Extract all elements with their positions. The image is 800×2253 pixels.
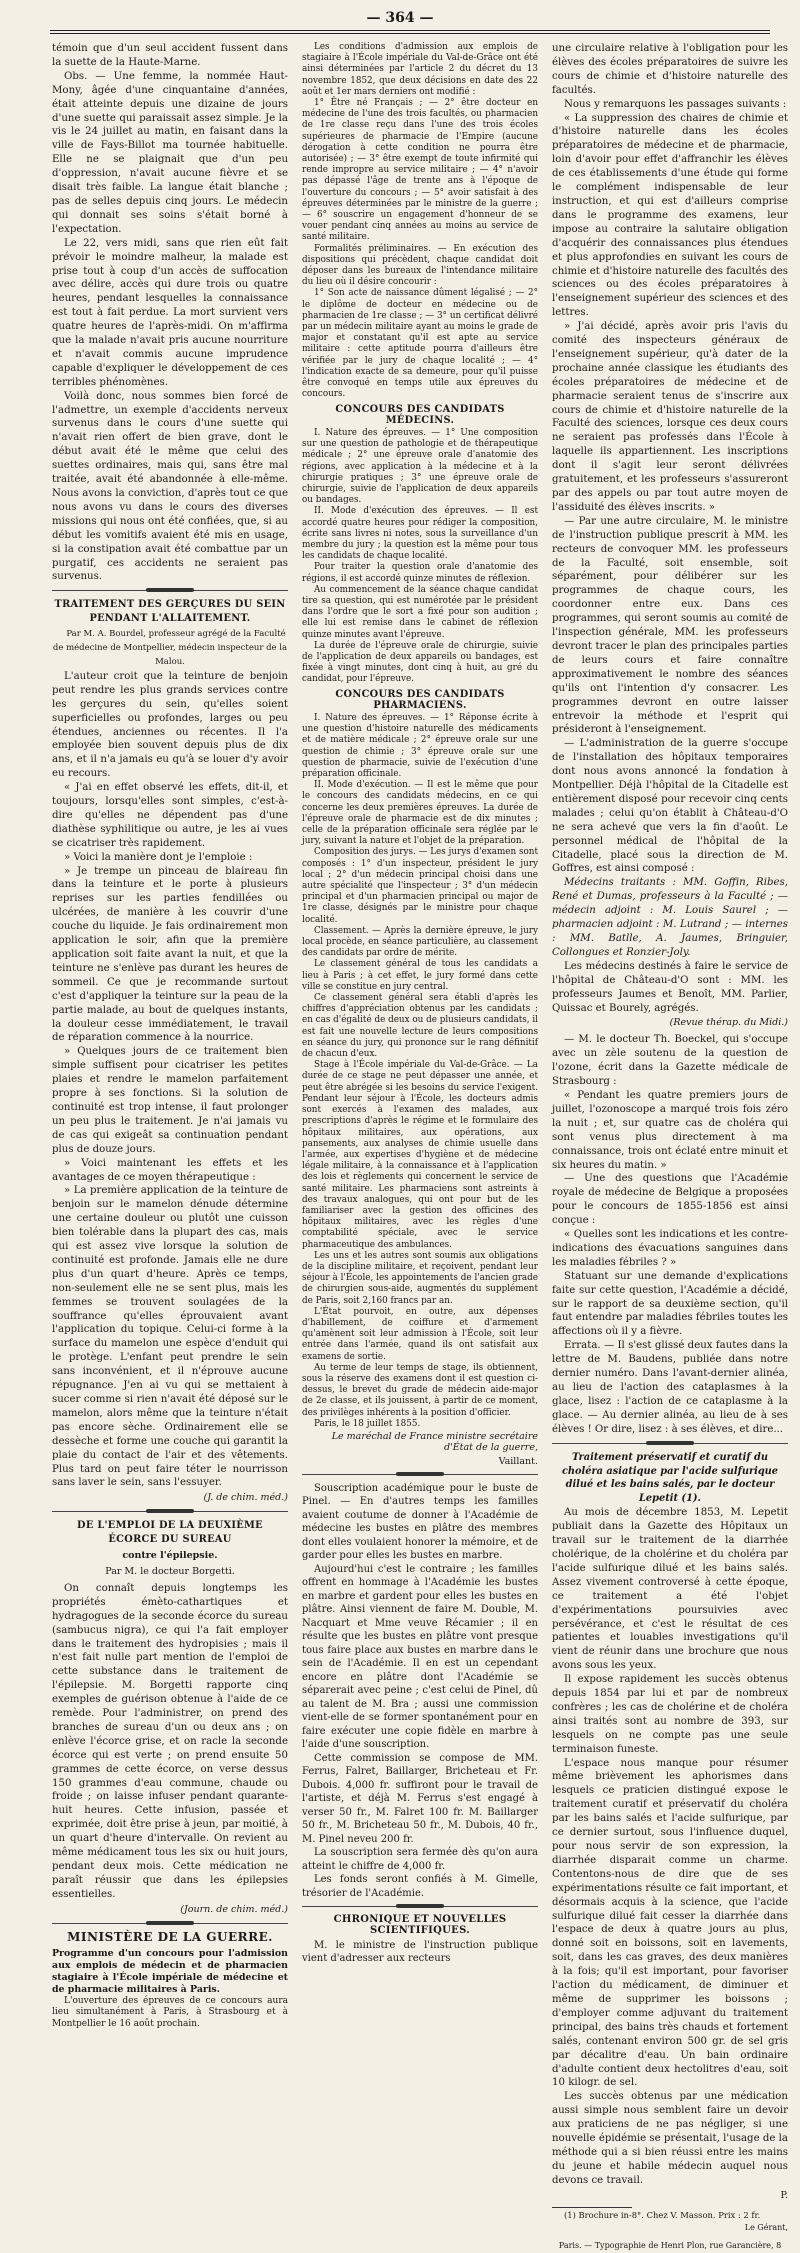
paragraph: « Quelles sont les indications et les contre-indications des évacuations sanguines dans les maladies fébriles ? » — [552, 1229, 788, 1268]
paragraph: 1° Son acte de naissance dûment légalisé ; — 2° le diplôme de docteur en médecine ou de pharmacien de 1re classe ; — 3° un certificat délivré par un médecin militaire ayant au moins le grade de major et constatant qu'il est apte au service militaire : cette aptitude pourra d'ailleurs être vérifiée par le jury de chaque localité ; — 4° l'indication exacte de sa demeure, pour qu'il puisse être convoqué en temps utile aux épreuves du concours. — [302, 288, 538, 400]
signature-initial: P. — [780, 2189, 788, 2201]
paragraph: Pour traiter la question orale d'anatomie des régions, il est accordé quinze minutes de réflexion. — [302, 562, 538, 584]
paragraph: Les uns et les autres sont soumis aux obligations de la discipline militaire, et reçoivent, pendant leur séjour à l'École, les appointements de l'ancien grade de chirurgien sous-aide, augmentés du supplément de Paris, soit 2,160 francs par an. — [302, 1250, 538, 1306]
paragraph: Les conditions d'admission aux emplois de stagiaire à l'École impériale du Val-de-Grâce ont été ainsi déterminées par l'article 2 du décret du 13 novembre 1852, que deux décisions en date des 22 août et 1er mars derniers ont modifié : — [302, 42, 538, 97]
paragraph: La souscription sera fermée dès qu'on aura atteint le chiffre de 4,000 fr. — [302, 1847, 538, 1872]
footnote-rule — [552, 2207, 632, 2208]
paragraph: Il expose rapidement les succès obtenus depuis 1854 par lui et par de nombreux confrères ; les cas de cholérine et de choléra ainsi traités sont au nombre de 393, sur lesquels on ne compte pas une seule terminaison funeste. — [552, 1674, 788, 1755]
section-separator — [302, 1903, 538, 1911]
section-separator — [52, 1508, 288, 1516]
paragraph: L'ouverture des épreuves de ce concours aura lieu simultanément à Paris, à Strasbourg et à Montpellier le 16 août prochain. — [52, 1995, 288, 2029]
paragraph: On connaît depuis longtemps les propriétés émèto-cathartiques et hydragogues de la seconde écorce du sureau (sambucus nigra), ce qui l'a fait employer dans le traitement des hydropisies ; mais il n'est fait nulle part mention de l'emploi de cette substance dans le traitement de l'épilepsie. M. Borgetti rapporte cinq exemples de guérison obtenue à l'aide de ce remède. Pour l'administrer, on prend des branches de sureau d'un ou deux ans ; on enlève l'écorce grise, et on racle la seconde écorce qui est verte ; on prend ensuite 50 grammes de cette écorce, on verse dessus 150 grammes d'eau commune, chaude ou froide ; on laisse infuser pendant quarante-huit heures. Cette infusion, passée et exprimée, doit être prise à jeun, par moitié, à un quart d'heure d'intervalle. On revient au même médicament tous les six ou huit jours, pendant deux mois. Cette médication ne paraît réussir que dans les épilepsies essentielles. — [52, 1582, 288, 1900]
source-citation: (Journ. de chim. méd.) — [180, 1903, 288, 1915]
article-title: DE L'EMPLOI DE LA DEUXIÈME ÉCORCE DU SUREAU — [77, 1520, 263, 1546]
paragraph: « J'ai en effet observé les effets, dit-il, et toujours, lorsqu'elles sont simples, c'est-à-dire qu'elles ne dépendent pas d'une diathèse syphilitique ou autre, je les ai vues se cicatriser très rapidement. — [52, 782, 288, 849]
section-separator — [552, 1440, 788, 1448]
paragraph: » Voici la manière dont je l'emploie : — [64, 851, 253, 863]
paragraph: M. le ministre de l'instruction publique vient d'adresser aux recteurs — [302, 1939, 538, 1964]
page-number: — 364 — — [366, 10, 434, 26]
article-author: Par M. le docteur Borgetti. — [105, 1565, 235, 1577]
signature-title: Le maréchal de France ministre secrétaire d'État de la guerre, — [331, 1430, 538, 1454]
paragraph: I. Nature des épreuves. — 1° Réponse écrite à une question d'histoire naturelle des médicaments et de matière médicale ; 2° épreuve orale sur une question de chimie ; 3° épreuve orale sur une question de pharmacie, suivie de l'exécution d'une préparation officinale. — [302, 712, 538, 779]
paragraph: Ce classement général sera établi d'après les chiffres d'appréciation obtenus par les candidats ; en cas d'égalité de deux ou de plusieurs candidats, il est fait une nouvelle lecture de leurs compositions en séance du jury, qui prononce sur le rang définitif de chacun d'eux. — [302, 993, 538, 1060]
paragraph: » J'ai décidé, après avoir pris l'avis du comité des inspecteurs généraux de l'enseignement supérieur, qu'à dater de la prochaine année classique les étudiants des écoles préparatoires de médecine et de pharmacie seraient tenus de s'inscrire aux cours de chimie et d'histoire naturelle de la Faculté des sciences, lorsque ces deux cours ne seraient pas professés dans l'École à laquelle ils appartiennent. Les inscriptions dont il s'agit leur seront délivrées gratuitement, et les professeurs s'assureront par des appels ou par tout autre moyen de l'assiduité des élèves inscrits. » — [552, 321, 788, 513]
column-right — [552, 42, 788, 2250]
paragraph: L'espace nous manque pour résumer même brièvement les aphorismes dans lesquels ce praticien distingué expose le traitement curatif et préservatif du choléra par les bains salés et l'acide sulfurique, par ce dernier surtout, sous l'influence duquel, pour nous servir de son expression, la diarrhée disparait comme un charme. Contentons-nous de dire que de ses expérimentations résulte ce fait important, et désormais acquis à la science, que l'acide sulfurique dilué fait cesser la diarrhée dans l'espace de deux à quatre jours au plus, donné soit en boissons, soit en lavements, soit, dans les cas graves, des deux manières à la fois; qu'il est important, pour favoriser l'action du médicament, de diminuer et même de supprimer les boissons ; d'employer comme adjuvant du traitement principal, des bains très chauds et fortement salés, contenant environ 500 gr. de sel gris par décalitre d'eau. Un bain ordinaire d'adulte contient deux hectolitres d'eau, soit 10 kilogr. de sel. — [552, 1757, 788, 2089]
paragraph: Statuant sur une demande d'explications faite sur cette question, l'Académie a décidé, sur le rapport de sa deuxième section, qu'il faut entendre par maladies fébriles toutes les affections où il y a fièvre. — [552, 1270, 788, 1338]
dateline: Paris, le 18 juillet 1855. — [314, 1418, 421, 1429]
column-left — [52, 42, 288, 2029]
paragraph: Errata. — Il s'est glissé deux fautes dans la lettre de M. Baudens, publiée dans notre dernier numéro. Dans l'avant-dernier alinéa, au lieu de l'action des cataplasmes à la glace, lisez : l'action de ce cataplasme à la glace. — Au dernier alinéa, au lieu de à ses élèves ! Or dire, lisez : à ses élèves, et dire... — [552, 1340, 788, 1435]
paragraph: I. Nature des épreuves. — 1° Une composition sur une question de pathologie et de thérapeutique médicale ; 2° une épreuve orale d'anatomie des régions, avec application à la médecine et à la chirurgie pratiques ; 3° une épreuve orale de chirurgie, suivie de l'application de deux appareils ou bandages. — [302, 427, 538, 506]
paragraph: L'auteur croit que la teinture de benjoin peut rendre les plus grands services contre les gerçures du sein, qu'elles soient superficielles ou profondes, larges ou peu étendues, anciennes ou récentes. Il l'a employée bien souvent depuis plus de dix ans, et il n'a jamais eu qu'à se louer d'y avoir eu recours. — [52, 670, 288, 780]
paragraph: II. Mode d'exécution. — Il est le même que pour le concours des candidats médecins, en ce qui concerne les deux premières épreuves. La durée de l'épreuve orale de pharmacie est de dix minutes ; celle de la préparation officinale sera réglée par le jury, suivant la nature et l'objet de la préparation. — [302, 780, 538, 847]
programme-heading: Programme d'un concours pour l'admission aux emplois de médecin et de pharmacien stagiaire à l'École impériale de médecine et de pharmacie militaires à Paris. — [52, 1947, 288, 1995]
paragraph: Les médecins destinés à faire le service de l'hôpital de Château-d'O sont : MM. les professeurs Jaumes et Benoît, MM. Parlier, Quissac et Bourely, agrégés. — [552, 960, 788, 1014]
paragraph: Au mois de décembre 1853, M. Lepetit publiait dans la Gazette des Hôpitaux un travail sur le traitement de la diarrhée cholérique, de la cholérine et du choléra par l'acide sulfurique dilué et les bains salés. Assez vivement controversé à cette époque, ce traitement a été l'objet d'expérimentations poursuivies avec persévérance, et c'est le résultat de ces patientes et louables investigations qu'il vient de réunir dans une brochure que nous avons sous les yeux. — [552, 1507, 788, 1672]
header-rule-double — [50, 33, 770, 34]
section-separator — [52, 587, 288, 595]
paragraph: » Voici maintenant les effets et les avantages de ce moyen thérapeutique : — [52, 1157, 288, 1183]
paragraph: Souscription académique pour le buste de Pinel. — En d'autres temps les familles avaient coutume de donner à l'Académie de médecine les bustes en plâtre des membres dont elles voulaient honorer la mémoire, et de garder pour elles les bustes en marbre. — [302, 1482, 538, 1562]
paragraph: Composition des jurys. — Les jurys d'examen sont composés : 1° d'un inspecteur, président le jury local ; 2° d'un médecin principal choisi dans une autre spécialité que l'inspecteur ; 3° d'un médecin principal et d'un pharmacien principal ou major de 1re classe, désignés par le ministre pour chaque localité. — [302, 847, 538, 925]
section-heading: CONCOURS DES CANDIDATS MÉDECINS. — [335, 403, 505, 426]
paragraph: — M. le docteur Th. Boeckel, qui s'occupe avec un zèle soutenu de la question de l'ozone, écrit dans la Gazette médicale de Strasbourg : — [552, 1034, 788, 1088]
paragraph: — Par une autre circulaire, M. le ministre de l'instruction publique prescrit à MM. les recteurs de convoquer MM. les professeurs de la Faculté, soit ensemble, soit séparément, pour délibérer sur les programmes de chaque cours, les coordonner entre eux. Dans ces programmes, qui seront soumis au comité de l'inspection générale, MM. les professeurs devront tracer le plan des principales parties de leurs cours et faire connaître approximativement le nombre des séances qu'ils ont l'intention d'y consacrer. Les programmes devront en outre laisser entrevoir la méthode et l'esprit qui présideront à l'enseignement. — [552, 515, 788, 736]
section-separator — [302, 1471, 538, 1479]
chronicle-heading: CHRONIQUE ET NOUVELLES SCIENTIFIQUES. — [333, 1914, 507, 1937]
paragraph: Aujourd'hui c'est le contraire ; les familles offrent en hommage à l'Académie les bustes en marbre et gardent pour elles les bustes en plâtre. Ainsi viennent de faire M. Double, M. Nacquart et Mme veuve Récamier ; il en résulte que les bustes en plâtre vont presque tous faire place aux bustes en marbre dans le sein de l'Académie. Il en est un cependant encore en plâtre dont l'Académie se séparerait avec peine ; c'est celui de Pinel, dû au talent de M. Bra ; aussi une commission vient-elle de se former spontanément pour en faire exécuter une copie fidèle en marbre à l'aide d'une souscription. — [302, 1563, 538, 1751]
paragraph: » La première application de la teinture de benjoin sur le mamelon dénude détermine une certaine douleur ou plutôt une cuisson bien tolérable dans la plupart des cas, mais qui est assez vive lorsque la solution de continuité est profonde. Jamais elle ne dure plus d'un quart d'heure. Après ce temps, non-seulement elle ne se sent plus, mais les femmes se trouvent soulagées de la souffrance qu'elles éprouvaient avant l'application du topique. Celui-ci forme à la surface du mamelon une espèce d'enduit qui le protège. L'enfant peut prendre le sein sans inconvénient, et il n'éprouve aucune répugnance. J'en ai vu qui se mettaient à sucer comme si rien n'avait été déposé sur le mamelon, alors même que la teinture n'était pas encore sèche. Ordinairement elle se dessèche et forme une couche qui garantit la plaie du contact de l'air et des vêtements. Plus tard on peut faire téter le nourrisson sans laver le sein, sans l'essuyer. — [52, 1185, 288, 1489]
article-author: Par M. A. Bourdel, professeur agrégé de la Faculté de médecine de Montpellier, médecin inspecteur de la Malou. — [52, 629, 288, 667]
paragraph: L'État pourvoit, en outre, aux dépenses d'habillement, de coiffure et d'armement qu'amènent soit leur admission à l'École, soit leur entrée dans l'armée, quand ils ont satisfait aux examens de sortie. — [302, 1306, 538, 1362]
article-title: TRAITEMENT DES GERÇURES DU SEIN PENDANT L'ALLAITEMENT. — [54, 599, 286, 625]
section-separator — [52, 1920, 288, 1928]
article-subtitle: contre l'épilepsie. — [122, 1550, 218, 1562]
paragraph: La durée de l'épreuve orale de chirurgie, suivie de l'application de deux appareils ou bandages, est fixée à vingt minutes, dont cinq à huit, au gré du candidat, pour l'épreuve. — [302, 640, 538, 685]
paragraph: » Quelques jours de ce traitement bien simple suffisent pour cicatriser les petites plaies et rendre le mamelon parfaitement propre à ses fonctions. Si la solution de continuité est trop intense, il faut prolonger un peu plus le traitement. Je n'ai jamais vu de cas qui exigeât sa continuation pendant plus de douze jours. — [52, 1046, 288, 1155]
paragraph: Au commencement de la séance chaque candidat tire sa question, qui est numérotée par le président dans l'ordre que le sort a fixé pour son audition ; elle lui est remise dans le cabinet de réflexion quinze minutes avant l'épreuve. — [302, 584, 538, 640]
column-middle — [302, 42, 538, 1964]
printer-imprint: Paris. — Typographie de Henri Plon, rue Garancière, 8 — [558, 2240, 782, 2250]
ministry-title: MINISTÈRE DE LA GUERRE. — [67, 1929, 273, 1944]
paragraph: Classement. — Après la dernière épreuve, le jury local procède, en séance particulière, au classement des candidats par ordre de mérite. — [302, 925, 538, 959]
paragraph: Les succès obtenus par une médication aussi simple nous semblent faire un devoir aux praticiens de ne pas négliger, si une nouvelle épidémie se présentait, l'usage de la méthode qui a si bien réussi entre les mains du jeune et habile médecin auquel nous devons ce travail. — [552, 2091, 788, 2186]
paragraph: — Une des questions que l'Académie royale de médecine de Belgique a proposées pour le concours de 1855-1856 est ainsi conçue : — [552, 1173, 788, 1227]
paragraph: Nous y remarquons les passages suivants : — [564, 98, 787, 110]
paragraph: Le 22, vers midi, sans que rien eût fait prévoir le moindre malheur, la malade est prise tout à coup d'un accès de suffocation avec délire, accès qui dure trois ou quatre heures, pendant lesquelles la connaissance est tout à fait perdue. La mort survient vers quatre heures de l'après-midi. On m'affirma que la malade n'avait pris aucune nourriture et n'avait commis aucune imprudence capable d'expliquer le développement de ces terribles phénomènes. — [52, 237, 288, 388]
paragraph: — L'administration de la guerre s'occupe de l'installation des hôpitaux temporaires dont nous avons annoncé la fondation à Montpellier. Déjà l'hôpital de la Citadelle est entièrement disposé pour recevoir cinq cents malades ; celui qu'on établit à Château-d'O ne sera achevé que vers la fin d'août. Le personnel médical de l'hôpital de la Citadelle, placé sous la direction de M. Goffres, est ainsi composé : — [552, 738, 788, 875]
paragraph: » Je trempe un pinceau de blaireau fin dans la teinture et le porte à plusieurs reprises sur les parties fendillées ou ulcérées, de manière à les couvrir d'une couche du liquide. Je fais ordinairement mon application le soir, afin que la première application soit faite avant la nuit, et que la teinture ne s'enlève pas durant les heures de sommeil. Ce que je recommande surtout c'est d'appliquer la teinture sur la peau de la partie malade, au bout de quelques instants, la douleur cesse immédiatement, le travail de réparation commence à la nourrice. — [52, 865, 288, 1044]
paragraph: Formalités préliminaires. — En exécution des dispositions qui précèdent, chaque candidat doit déposer dans les bureaux de l'intendance militaire du lieu où il désire concourir : — [302, 243, 538, 288]
paragraph: 1° Être né Français ; — 2° être docteur en médecine de l'une des trois facultés, ou pharmacien de 1re classe reçu dans l'une des trois écoles supérieures de pharmacie de l'Empire (aucune dérogation à cette condition ne pourra être autorisée) ; — 3° être exempt de toute infirmité qui rende impropre au service militaire ; — 4° n'avoir pas dépassé l'âge de trente ans à l'époque de l'ouverture du concours ; — 5° avoir satisfait à des épreuves déterminées par le ministre de la guerre ; — 6° souscrire un engagement d'honneur de se vouer pendant cinq années au moins au service de santé militaire. — [302, 98, 538, 243]
header-rule — [50, 30, 770, 31]
footnote: (1) Brochure in-8°. Chez V. Masson. Prix : 2 fr. — [564, 2209, 761, 2220]
paragraph: « Pendant les quatre premiers jours de juillet, l'ozonoscope a marqué trois fois zéro la nuit ; et, sur quatre cas de choléra qui sont venus plus directement à ma connaissance, trois ont éclaté entre minuit et six heures du matin. » — [552, 1089, 788, 1171]
paragraph: témoin que d'un seul accident fussent dans la suette de la Haute-Marne. — [52, 43, 288, 68]
paragraph: Au terme de leur temps de stage, ils obtiennent, sous la réserve des examens dont il est question ci-dessus, le brevet du grade de médecin aide-major de 2e classe, et ils jouissent, à partir de ce moment, des privilèges inhérents à la position d'officier. — [302, 1362, 538, 1418]
signature-name: Vaillant. — [498, 1456, 538, 1468]
paragraph: Le classement général de tous les candidats a lieu à Paris ; à cet effet, le jury formé dans cette ville se constitue en jury central. — [302, 959, 538, 992]
paragraph: Voilà donc, nous sommes bien forcé de l'admettre, un exemple d'accidents nerveux survenus dans le cours d'une suette qui n'avait rien offert de bien grave, dont le début avait été le même que celui des suettes ordinaires, mais qui, sans être mal traitée, avait été abandonnée à elle-même. Nous avons la conviction, d'après tout ce que nous avons vu dans le cours des diverses missions qui nous ont été confiées, que, si au début les vomitifs avaient été mis en usage, si la constipation avait été combattue par un purgatif, ces accidents ne seraient pas survenus. — [52, 390, 288, 583]
paragraph: II. Mode d'exécution des épreuves. — Il est accordé quatre heures pour rédiger la composition, écrite sans livres ni notes, sous la surveillance d'un membre du jury ; la question est la même pour tous les candidats de chaque localité. — [302, 506, 538, 562]
source-citation: (Revue thérap. du Midi.) — [669, 1017, 788, 1029]
gerant-label: Le Gérant, — [744, 2223, 788, 2233]
paragraph: une circulaire relative à l'obligation pour les élèves des écoles préparatoires de suivre les cours de chimie et d'histoire naturelle des facultés. — [552, 43, 788, 96]
paragraph: « La suppression des chaires de chimie et d'histoire naturelle dans les écoles préparatoires de médecine et de pharmacie, loin d'avoir pour effet d'affranchir les élèves de ces établissements d'une étude qui forme le complément indispensable de leur instruction, et qui est d'ailleurs comprise dans le programme des examens, leur impose au contraire la salutaire obligation d'acquérir des connaissances plus étendues et plus approfondies en suivant les cours de chimie et d'histoire naturelle des facultés des sciences ou des écoles préparatoires à l'enseignement supérieur des sciences et des lettres. — [552, 112, 788, 319]
paragraph: Cette commission se compose de MM. Ferrus, Falret, Baillarger, Bricheteau et Fr. Dubois. 4,000 fr. suffiront pour le travail de l'artiste, et déjà M. Ferrus s'est engagé à verser 50 fr., M. Falret 100 fr. M. Baillarger 50 fr., M. Bricheteau 50 fr., M. Dubois, 40 fr., M. Pinel neveu 200 fr. — [302, 1752, 538, 1845]
source-citation: (J. de chim. méd.) — [203, 1492, 288, 1504]
article-title: Traitement préservatif et curatif du choléra asiatique par l'acide sulfurique dilué et les bains salés, par le docteur Lepetit (1). — [561, 1451, 779, 1505]
paragraph: Stage à l'École impériale du Val-de-Grâce. — La durée de ce stage ne peut dépasser une année, et peut être abrégée si les besoins du service l'exigent. Pendant leur séjour à l'École, les docteurs admis sont exercés à l'examen des malades, aux prescriptions d'après le régime et le formulaire des hôpitaux militaires, aux opérations, aux pansements, aux analyses de chimie usuelle dans l'armée, aux expertises d'hygiène et de médecine légale militaire, à la connaissance et à l'application des lois et règlements qui concernent le service de santé militaire. Les pharmaciens sont astreints à des travaux analogues, qui ont pour but de les familiariser avec la gestion des officines des hôpitaux militaires, avec les règles d'une comptabilité spéciale, avec le service pharmaceutique des ambulances. — [302, 1060, 538, 1250]
paragraph: Obs. — Une femme, la nommée Haut-Mony, âgée d'une cinquantaine d'années, était atteinte depuis une dizaine de jours d'une suette qui paraissait assez simple. Je la vis le 24 juillet au matin, en faisant dans la ville de Fays-Billot ma tournée habituelle. Elle ne se plaignait que d'un peu d'oppression, n'avait aucune fièvre et se disait très faible. La langue était blanche ; pas de selles depuis cinq jours. Le médecin qui donnait ses soins s'était borné à l'expectation. — [52, 70, 288, 235]
paragraph: Les fonds seront confiés à M. Gimelle, trésorier de l'Académie. — [302, 1874, 538, 1899]
section-heading: CONCOURS DES CANDIDATS PHARMACIENS. — [335, 688, 505, 711]
paragraph: Médecins traitants : MM. Goffin, Ribes, René et Dumas, professeurs à la Faculté ; — médecin adjoint : M. Louis Saurel ; — pharmacien adjoint : M. Lutrand ; — internes : MM. Batlle, A. Jaumes, Bringuier, Collongues et Ronzier-Joly. — [552, 877, 788, 958]
